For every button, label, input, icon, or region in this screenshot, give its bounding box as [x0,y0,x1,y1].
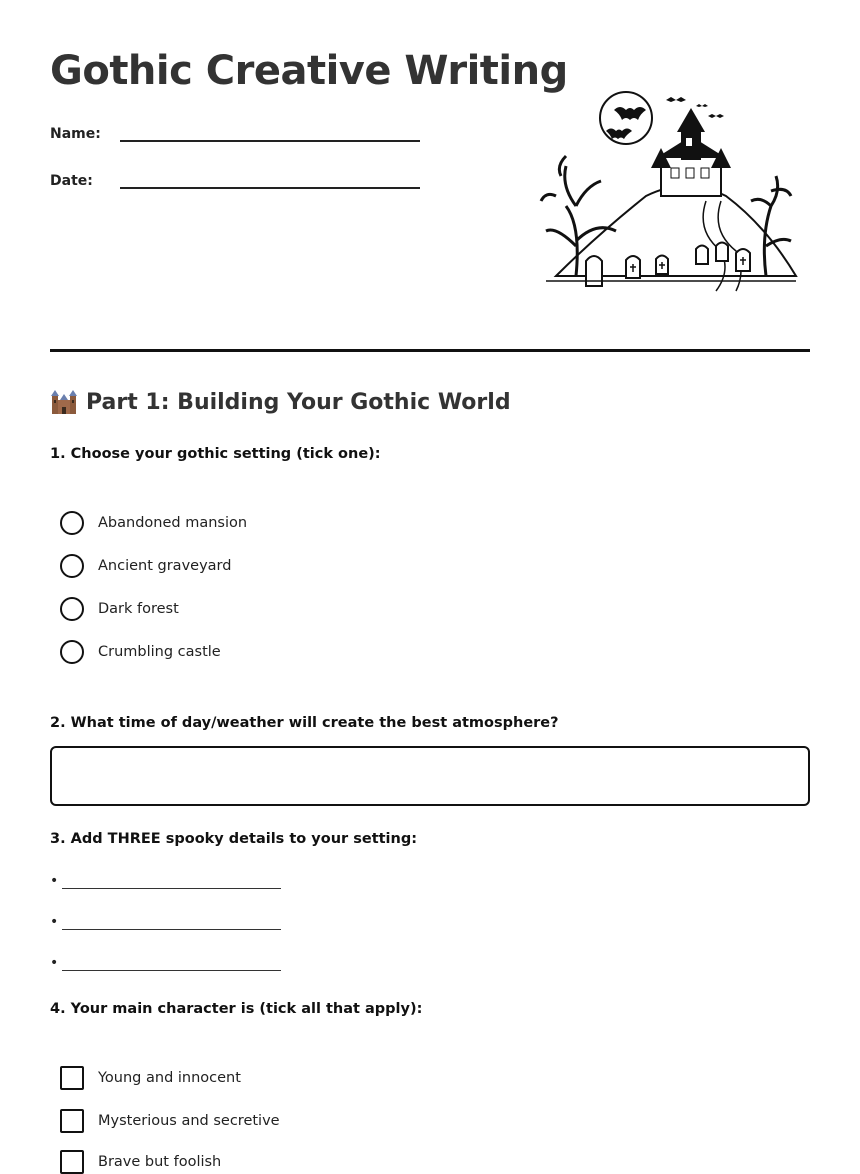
answer-line[interactable] [62,915,281,930]
setting-option-mansion[interactable] [60,511,247,535]
question-1: 1. Choose your gothic setting (tick one): [50,446,381,462]
question-2: 2. What time of day/weather will create the best atmosphere? [50,715,559,731]
option-label: Mysterious and secretive [98,1113,280,1129]
bullet: • [50,914,59,930]
option-label: Ancient graveyard [98,558,232,574]
spooky-detail-1[interactable] [50,873,281,889]
radio-circle[interactable] [60,554,84,578]
date-field [50,167,420,189]
checkbox[interactable] [60,1150,84,1174]
date-label: Date: [50,173,93,189]
worksheet-title: Gothic Creative Writing [50,48,568,94]
question-3: 3. Add THREE spooky details to your setting: [50,831,418,847]
character-option-young[interactable] [60,1066,241,1090]
checkbox[interactable] [60,1066,84,1090]
date-input-line[interactable] [120,167,420,189]
bullet: • [50,873,59,889]
atmosphere-answer-box[interactable] [50,746,810,806]
setting-option-forest[interactable] [60,597,179,621]
name-field [50,120,420,142]
answer-line[interactable] [62,874,281,889]
spooky-detail-3[interactable] [50,955,281,971]
radio-circle[interactable] [60,511,84,535]
bullet: • [50,955,59,971]
option-label: Young and innocent [98,1070,241,1086]
name-input-line[interactable] [120,120,420,142]
checkbox[interactable] [60,1109,84,1133]
character-option-mysterious[interactable] [60,1109,280,1133]
haunted-house-illustration [536,86,806,301]
answer-line[interactable] [62,956,281,971]
radio-circle[interactable] [60,640,84,664]
spooky-detail-2[interactable] [50,914,281,930]
question-4: 4. Your main character is (tick all that apply): [50,1001,423,1017]
option-label: Brave but foolish [98,1154,222,1170]
option-label: Abandoned mansion [98,515,248,531]
setting-option-castle[interactable] [60,640,221,664]
option-label: Dark forest [98,601,179,617]
part1-heading [50,388,511,416]
part1-heading-text: Part 1: Building Your Gothic World [86,389,511,415]
castle-icon [50,388,78,416]
section-divider [50,349,810,352]
name-label: Name: [50,126,101,142]
option-label: Crumbling castle [98,644,221,660]
radio-circle[interactable] [60,597,84,621]
setting-option-graveyard[interactable] [60,554,231,578]
character-option-brave[interactable] [60,1150,221,1174]
